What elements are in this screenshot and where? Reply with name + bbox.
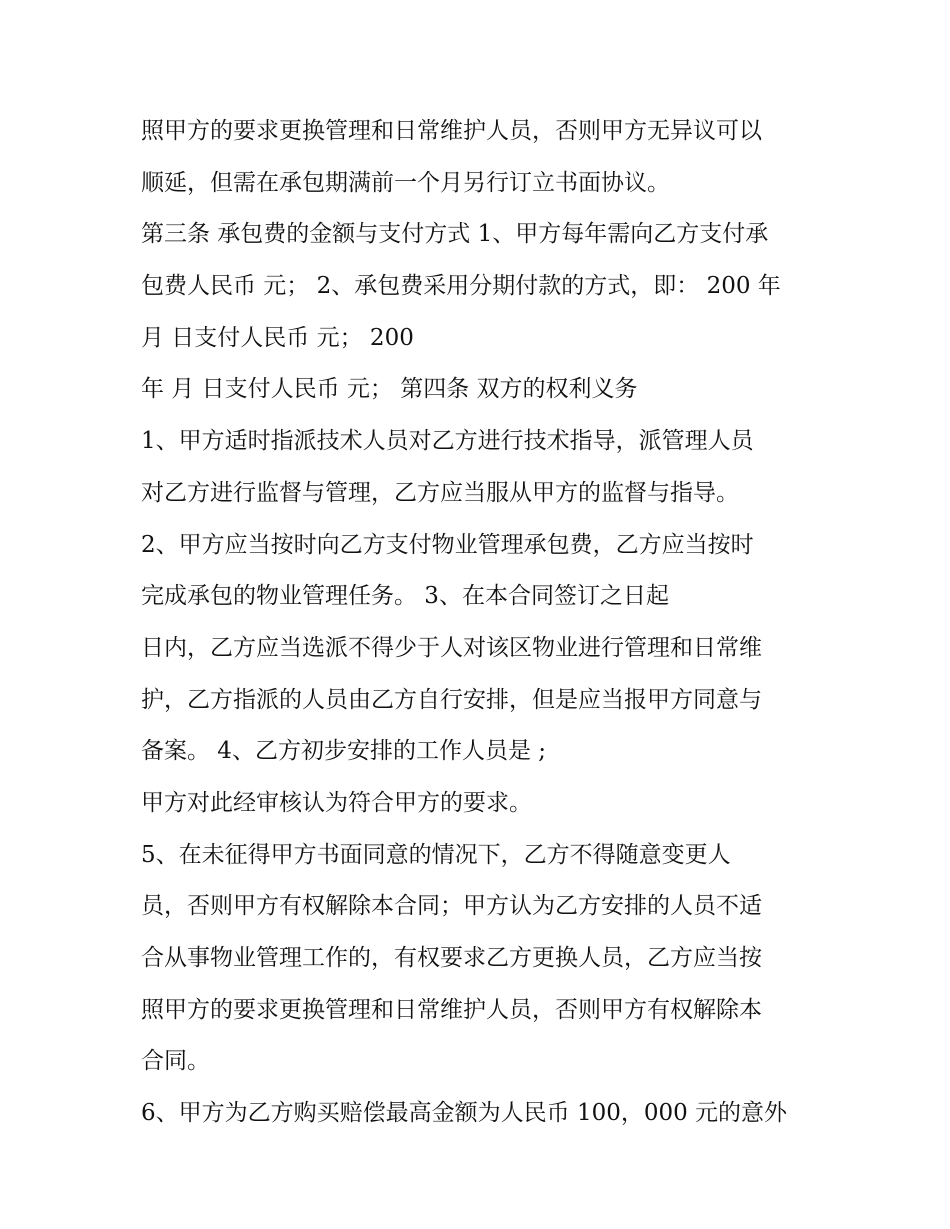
text-line: 合从事物业管理工作的，有权要求乙方更换人员，乙方应当按	[141, 945, 762, 971]
text-line: 1、甲方适时指派技术人员对乙方进行技术指导，派管理人员	[141, 428, 754, 455]
text-line: 顺延，但需在承包期满前一个月另行订立书面协议。	[141, 169, 670, 196]
text-line: 合同。	[141, 1048, 210, 1075]
text-line: 5、在未征得甲方书面同意的情况下，乙方不得随意变更人	[141, 841, 731, 868]
text-line: 备案。 4、乙方初步安排的工作人员是 ;	[141, 738, 547, 765]
text-line: 员，否则甲方有权解除本合同；甲方认为乙方安排的人员不适	[141, 893, 762, 920]
text-line: 照甲方的要求更换管理和日常维护人员，否则甲方有权解除本	[141, 996, 762, 1023]
text-line: 护，乙方指派的人员由乙方自行安排，但是应当报甲方同意与	[141, 686, 762, 713]
text-line: 日内，乙方应当选派不得少于人对该区物业进行管理和日常维	[141, 634, 762, 661]
text-line: 包费人民币 元； 2、承包费采用分期付款的方式，即： 200 年	[141, 273, 781, 300]
text-line: 第三条 承包费的金额与支付方式 1、甲方每年需向乙方支付承	[141, 221, 769, 248]
text-line: 月 日支付人民币 元； 200	[141, 324, 414, 351]
text-line: 照甲方的要求更换管理和日常维护人员，否则甲方无异议可以	[141, 118, 762, 144]
document-body	[141, 106, 821, 1140]
text-line: 6、甲方为乙方购买赔偿最高金额为人民币 100，000 元的意外	[141, 1100, 788, 1127]
text-line: 2、甲方应当按时向乙方支付物业管理承包费，乙方应当按时	[141, 531, 754, 558]
text-line: 完成承包的物业管理任务。 3、在本合同签订之日起	[141, 583, 669, 610]
text-line: 对乙方进行监督与管理，乙方应当服从甲方的监督与指导。	[141, 479, 739, 506]
text-line: 甲方对此经审核认为符合甲方的要求。	[141, 789, 532, 816]
text-line: 年 月 日支付人民币 元； 第四条 双方的权利义务	[141, 376, 638, 403]
